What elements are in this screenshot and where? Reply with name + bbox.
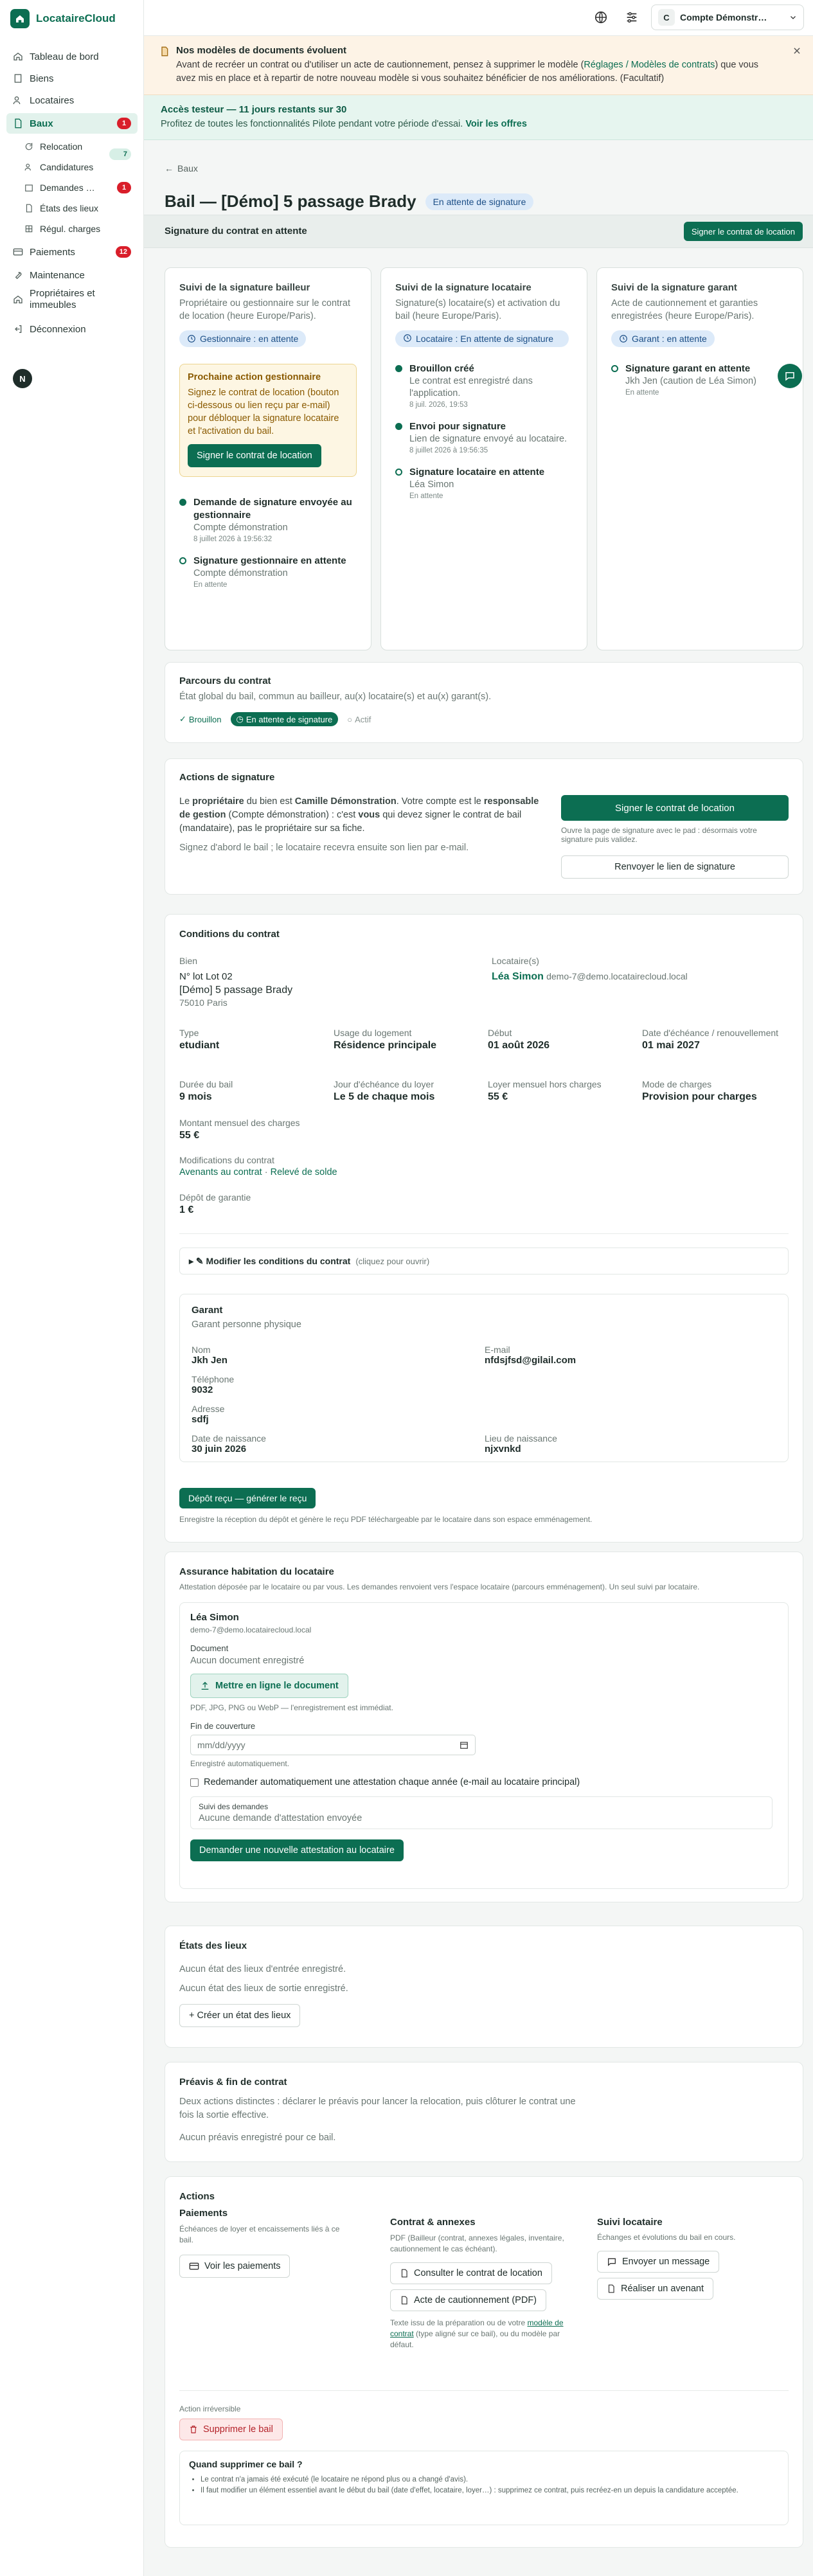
trial-text <box>161 119 796 129</box>
field-value: nfdsjfsd@gilail.com <box>485 1355 576 1366</box>
balance-statement-link[interactable]: Relevé de solde <box>270 1167 337 1177</box>
sidebar-item-paiements[interactable] <box>6 242 138 262</box>
grid-icon <box>24 224 33 233</box>
page-title: Bail — [Démo] 5 passage Brady <box>165 192 416 211</box>
deposit-hint: Enregistre la réception du dépôt et génère le reçu PDF téléchargeable par le locataire dans son espace emménagement. <box>179 1515 593 1524</box>
owner-sign-button[interactable]: Signer le contrat de location <box>188 444 321 467</box>
step-sub: Jkh Jen (caution de Léa Simon) <box>625 376 756 386</box>
upload-icon <box>200 1681 210 1691</box>
irreversible-label: Action irréversible <box>179 2404 241 2413</box>
timeline-step <box>409 466 573 500</box>
badge: 7 <box>109 148 131 160</box>
autosave-hint: Enregistré automatiquement. <box>190 1759 290 1768</box>
globe-icon[interactable] <box>594 10 608 24</box>
card-desc: État global du bail, commun au bailleur, au(x) locataire(s) et au(x) garant(s). <box>179 692 492 702</box>
status-badge: En attente de signature <box>425 193 534 210</box>
property-address: [Démo] 5 passage Brady <box>179 985 293 996</box>
tenant-email: demo-7@demo.locatairecloud.local <box>546 971 688 981</box>
journey-step-current <box>231 712 339 726</box>
field-label: Adresse <box>192 1404 225 1414</box>
step-time: 8 juillet 2026 à 19:56:35 <box>409 447 488 454</box>
field <box>334 1028 475 1051</box>
clock-icon <box>187 334 196 343</box>
timeline-step <box>409 420 573 454</box>
sidebar-item-label: Locataires <box>30 94 75 106</box>
step-title: Signature locataire en attente <box>409 467 545 478</box>
field-value: Le 5 de chaque mois <box>334 1091 435 1102</box>
pill-label: Gestionnaire : en attente <box>200 334 299 344</box>
card-desc: Signature(s) locataire(s) et activation du bail (heure Europe/Paris). <box>395 298 560 321</box>
timeline-step <box>409 362 573 409</box>
document-icon <box>400 2295 409 2305</box>
checkbox-label: Redemander automatiquement une attestation chaque année (e-mail au locataire principal) <box>204 1777 580 1787</box>
requests-value: Aucune demande d'attestation envoyée <box>199 1813 362 1823</box>
toggle-hint: (cliquez pour ouvrir) <box>355 1256 430 1266</box>
field <box>179 1192 251 1216</box>
field <box>334 1079 475 1103</box>
templates-alert <box>144 36 813 95</box>
delete-lease-button[interactable] <box>179 2419 283 2440</box>
field-value: Provision pour charges <box>642 1091 757 1102</box>
formats-hint: PDF, JPG, PNG ou WebP — l'enregistrement est immédiat. <box>190 1703 393 1712</box>
tenant-status-pill <box>395 330 569 347</box>
step-pending-dot <box>395 469 402 476</box>
field-value: 9032 <box>192 1384 213 1395</box>
field-label: Modifications du contrat <box>179 1155 274 1165</box>
file-icon <box>13 118 23 129</box>
account-switcher[interactable] <box>651 4 804 30</box>
avatar[interactable]: N <box>13 369 32 388</box>
field-value: njxvnkd <box>485 1444 521 1454</box>
card-icon <box>13 247 23 257</box>
sidebar-item-label: Déconnexion <box>30 323 86 335</box>
guarantor-block <box>179 1294 789 1462</box>
trial-banner <box>144 95 813 140</box>
text-part: Camille Démonstration <box>294 796 397 807</box>
trash-icon <box>189 2424 198 2435</box>
toggle-label: ▸ ✎ Modifier les conditions du contrat <box>189 1255 351 1266</box>
card-title: Actions <box>179 2191 215 2202</box>
sidebar-item-label: Maintenance <box>30 269 85 281</box>
sidebar-item-label: Biens <box>30 73 54 84</box>
field-label: Loyer mensuel hors charges <box>488 1079 602 1089</box>
tenant-followup-column <box>597 2217 790 2300</box>
signature-actions-card <box>165 758 803 895</box>
requests-label: Suivi des demandes <box>199 1802 269 1811</box>
field-label: Mode de charges <box>642 1079 712 1089</box>
chevron-down-icon <box>789 13 797 21</box>
guarantor-timeline <box>611 362 789 397</box>
chat-fab[interactable] <box>778 364 802 388</box>
field-label: Date d'échéance / renouvellement <box>642 1028 779 1038</box>
document-icon <box>607 2284 616 2294</box>
card-icon <box>189 2261 199 2271</box>
sign-hint: Ouvre la page de signature avec le pad : désormais votre signature puis validez. <box>561 826 757 844</box>
badge: 1 <box>117 182 131 193</box>
step-pending-dot <box>611 365 618 372</box>
pill-label: Garant : en attente <box>632 334 707 344</box>
timeline-step <box>193 555 357 589</box>
owner-signature-card <box>165 267 371 650</box>
coverage-end-label: Fin de couverture <box>190 1721 256 1731</box>
step-time: 8 juillet 2026 à 19:56:32 <box>193 535 272 543</box>
guarantor-status-pill <box>611 330 715 347</box>
sign-contract-button[interactable]: Signer le contrat de location <box>684 222 803 241</box>
back-link[interactable] <box>165 163 198 174</box>
requests-tracking-box <box>190 1796 773 1829</box>
field-label: Téléphone <box>192 1374 235 1384</box>
step-sub: Le contrat est enregistré dans l'application. <box>409 376 533 398</box>
tenant-email: demo-7@demo.locatairecloud.local <box>190 1625 312 1634</box>
clock-icon <box>403 334 412 343</box>
badge: 12 <box>116 246 131 258</box>
field-value: 01 août 2026 <box>488 1040 550 1051</box>
text-part: (Compte démonstration) : c'est <box>226 810 359 820</box>
send-message-button[interactable] <box>597 2251 719 2273</box>
journey-step-done <box>179 714 222 724</box>
insurance-card <box>165 1552 803 1902</box>
sidebar-item-demandes[interactable] <box>18 177 138 198</box>
next-action-box <box>179 364 357 477</box>
card-title: Assurance habitation du locataire <box>179 1566 334 1577</box>
guarantor-type: Garant personne physique <box>192 1319 301 1330</box>
sidebar <box>0 0 144 2576</box>
field <box>179 1155 337 1177</box>
app-logo[interactable] <box>0 0 143 28</box>
signature-bar-label: Signature du contrat en attente <box>165 226 307 237</box>
button-label: Voir les paiements <box>204 2261 281 2271</box>
next-action-title: Prochaine action gestionnaire <box>188 372 321 382</box>
account-avatar: C <box>658 9 675 26</box>
badge: 1 <box>117 118 131 129</box>
guarantor-signature-card <box>596 267 803 650</box>
calendar-icon <box>24 183 33 192</box>
field-value: 1 € <box>179 1204 194 1215</box>
button-label: Réaliser un avenant <box>621 2284 704 2294</box>
sidebar-item-regul-charges[interactable] <box>18 219 138 239</box>
sidebar-item-label: Demandes … <box>40 183 95 193</box>
property-city: 75010 Paris <box>179 997 228 1008</box>
sidebar-item-label: Baux <box>30 118 53 129</box>
insurance-tenant-block <box>179 1602 789 1889</box>
step-time: En attente <box>409 492 443 500</box>
field-label: Durée du bail <box>179 1079 233 1089</box>
text-part: responsable de gestion <box>179 796 539 820</box>
document-icon <box>159 46 170 57</box>
auto-request-checkbox[interactable] <box>190 1778 199 1787</box>
topbar <box>144 0 813 36</box>
owner-status-pill <box>179 330 306 347</box>
card-desc: Attestation déposée par le locataire ou par vous. Les demandes renvoient vers l'espace locataire (parcours emménagement). Un seul suivi par locataire. <box>179 1582 700 1591</box>
field-value: 55 € <box>179 1130 200 1141</box>
sidebar-item-baux[interactable] <box>6 113 138 134</box>
deposit-receipt-button[interactable]: Dépôt reçu — générer le reçu <box>179 1488 316 1508</box>
sidebar-item-proprietaires[interactable] <box>6 285 138 314</box>
tenant-timeline <box>395 362 573 500</box>
text-part: qui devez signer le contrat de bail (mandataire), pas le propriétaire sur sa fiche. <box>179 810 522 834</box>
sidebar-item-locataires[interactable] <box>6 90 138 111</box>
field <box>488 1079 629 1103</box>
field-label: Bien <box>179 956 198 966</box>
tenants-block <box>492 956 688 983</box>
entry-inventory-status: Aucun état des lieux d'entrée enregistré. <box>179 1964 346 1974</box>
step-sub: Lien de signature envoyé au locataire. <box>409 434 567 444</box>
clock-icon <box>619 334 628 343</box>
resend-link-button[interactable]: Renvoyer le lien de signature <box>561 855 789 879</box>
column-title: Contrat & annexes <box>390 2217 476 2228</box>
sidebar-item-label: Propriétaires et immeubles <box>30 288 95 310</box>
template-note <box>390 2318 576 2350</box>
auto-request-checkbox-row <box>190 1777 778 1787</box>
alert-title: Nos modèles de documents évoluent <box>176 45 347 56</box>
logout-icon <box>13 324 23 334</box>
separator: · <box>262 1167 271 1177</box>
sign-contract-button[interactable]: Signer le contrat de location <box>561 795 789 821</box>
document-value: Aucun document enregistré <box>190 1656 305 1666</box>
users-icon <box>13 95 23 105</box>
wrench-icon <box>13 270 23 280</box>
step-label: Actif <box>355 714 371 724</box>
card-title: États des lieux <box>179 1940 247 1951</box>
card-title: Suivi de la signature locataire <box>395 282 532 293</box>
guidance-item: • Il faut modifier un élément essentiel avant le début du bail (date d'effet, locataire, loyer…) : supprimez ce contrat, puis recréez-en un depuis la candidature acceptée. <box>201 2485 779 2496</box>
clock-icon: ◷ <box>236 714 244 724</box>
timeline-step <box>625 362 789 397</box>
step-sub: Compte démonstration <box>193 568 288 578</box>
field-label: Type <box>179 1028 199 1038</box>
field <box>642 1079 783 1103</box>
view-contract-button[interactable] <box>390 2262 552 2284</box>
card-desc: Acte de cautionnement et garanties enregistrées (heure Europe/Paris). <box>611 298 758 321</box>
journey-step-upcoming <box>347 715 371 724</box>
field-value: Résidence principale <box>334 1040 437 1051</box>
modify-conditions-toggle[interactable] <box>179 1248 789 1275</box>
alert-text-part: Avant de recréer un contrat ou d'utiliser un acte de cautionnement, pensez à supprimer le modèle ( <box>176 60 584 70</box>
close-icon[interactable] <box>792 46 801 55</box>
app-name: LocataireCloud <box>36 12 116 24</box>
sidebar-item-maintenance[interactable] <box>6 265 138 285</box>
document-icon <box>400 2268 409 2278</box>
see-offers-link[interactable]: Voir les offres <box>465 119 527 129</box>
field-value: 30 juin 2026 <box>192 1444 247 1454</box>
step-label: En attente de signature <box>246 714 333 724</box>
field-label: Début <box>488 1028 512 1038</box>
coverage-end-date-input[interactable] <box>190 1735 476 1755</box>
card-title: Conditions du contrat <box>179 929 280 940</box>
button-label: Envoyer un message <box>622 2257 710 2267</box>
sidebar-item-label: Paiements <box>30 246 75 258</box>
step-sub: Compte démonstration <box>193 523 288 533</box>
message-icon <box>607 2257 617 2267</box>
field-label: Dépôt de garantie <box>179 1192 251 1203</box>
column-desc: Échéances de loyer et encaissements liés à ce bail. <box>179 2224 340 2244</box>
card-title: Parcours du contrat <box>179 675 271 686</box>
card-title: Suivi de la signature bailleur <box>179 282 310 293</box>
button-label: Mettre en ligne le document <box>215 1681 339 1691</box>
date-placeholder: mm/dd/yyyy <box>197 1740 246 1750</box>
step-title: Signature gestionnaire en attente <box>193 555 346 566</box>
step-title: Envoi pour signature <box>409 421 506 432</box>
delete-guidance-box <box>179 2451 789 2525</box>
field-label: Montant mensuel des charges <box>179 1118 300 1128</box>
step-time: 8 juil. 2026, 19:53 <box>409 401 468 409</box>
exit-inventory-status: Aucun état des lieux de sortie enregistré. <box>179 1983 348 1994</box>
field-label: E-mail <box>485 1345 510 1355</box>
step-title: Signature garant en attente <box>625 363 751 374</box>
refresh-icon <box>24 142 33 151</box>
card-title: Préavis & fin de contrat <box>179 2077 287 2088</box>
sidebar-item-relocation[interactable] <box>18 136 138 157</box>
field-label: Jour d'échéance du loyer <box>334 1079 434 1089</box>
home-icon <box>13 51 23 62</box>
guarantor-title: Garant <box>192 1305 223 1316</box>
sidebar-item-label: Relocation <box>40 141 83 152</box>
signature-explanation <box>179 795 546 836</box>
field-label: Date de naissance <box>192 1433 266 1444</box>
field-value: 9 mois <box>179 1091 212 1102</box>
file-icon <box>24 204 33 213</box>
contract-journey-card <box>165 662 803 743</box>
sidebar-item-label: États des lieux <box>40 203 99 213</box>
view-payments-button[interactable] <box>179 2255 290 2278</box>
field <box>179 1028 321 1051</box>
settings-sliders-icon[interactable] <box>625 10 639 24</box>
step-done-dot <box>395 423 402 430</box>
sidebar-item-candidatures[interactable] <box>18 157 138 177</box>
contract-conditions-card <box>165 914 803 1543</box>
guidance-item: • Le contrat n'a jamais été exécuté (le locataire ne répond plus ou a changé d'avis). <box>201 2474 779 2485</box>
field-value: Jkh Jen <box>192 1355 228 1366</box>
field-label: Usage du logement <box>334 1028 412 1038</box>
text-part: Le <box>179 796 193 807</box>
field <box>642 1028 783 1051</box>
field <box>488 1028 629 1051</box>
next-action-text: Signez le contrat de location (bouton ci-dessous ou lien reçu par e-mail) pour débloquer la signature locataire et l'activation du bail. <box>188 388 339 436</box>
sidebar-item-deconnexion[interactable] <box>6 319 138 339</box>
inventory-card <box>165 1926 803 2048</box>
column-title: Paiements <box>179 2208 228 2219</box>
step-sub: Léa Simon <box>409 479 454 490</box>
card-title: Actions de signature <box>179 772 275 783</box>
payments-column <box>179 2208 366 2278</box>
tenant-signature-card <box>380 267 587 650</box>
field-value: 55 € <box>488 1091 508 1102</box>
text-part: vous <box>358 810 380 820</box>
column-desc: Échanges et évolutions du bail en cours. <box>597 2233 736 2242</box>
chat-icon <box>784 370 796 382</box>
circle-icon: ○ <box>347 714 353 724</box>
signature-bar <box>144 215 813 248</box>
amendments-link[interactable]: Avenants au contrat <box>179 1167 262 1177</box>
request-attestation-button[interactable]: Demander une nouvelle attestation au locataire <box>190 1839 404 1861</box>
contract-template-link[interactable]: modèle de contrat <box>390 2318 564 2338</box>
step-title: Demande de signature envoyée au gestionnaire <box>193 497 352 521</box>
text-part: (type aligné sur ce bail), ou du modèle par défaut. <box>390 2329 560 2349</box>
templates-settings-link[interactable]: Réglages / Modèles de contrats <box>584 60 715 70</box>
field-label: Lieu de naissance <box>485 1433 557 1444</box>
alert-text-part: ) que vous avez mis en place et à repartir de notre nouveau modèle si vous souhaitez bénéficier de nos améliorations. (Facultatif) <box>176 60 759 84</box>
notice-status: Aucun préavis enregistré pour ce bail. <box>179 2133 336 2143</box>
sidebar-item-label: Régul. charges <box>40 224 101 234</box>
trial-text-part: Profitez de toutes les fonctionnalités Pilote pendant votre période d'essai. <box>161 119 463 129</box>
step-label: Brouillon <box>188 714 222 724</box>
calendar-icon <box>460 1740 469 1749</box>
document-label: Document <box>190 1643 229 1653</box>
button-label: Supprimer le bail <box>203 2424 273 2435</box>
property-block <box>179 956 292 1008</box>
field-label: Locataire(s) <box>492 956 539 966</box>
notice-card <box>165 2062 803 2162</box>
check-icon: ✓ <box>179 714 186 724</box>
timeline-step <box>193 496 357 543</box>
alert-text <box>176 58 773 85</box>
pill-label: Locataire : En attente de signature <box>416 334 554 344</box>
field-value: sdfj <box>192 1414 209 1425</box>
text-part: propriétaire <box>192 796 244 807</box>
text-part: Texte issu de la préparation ou de votre <box>390 2318 528 2327</box>
users-icon <box>24 163 33 172</box>
trial-title: Accès testeur — 11 jours restants sur 30 <box>161 104 347 115</box>
card-title: Suivi de la signature garant <box>611 282 737 293</box>
text-part: du bien est <box>244 796 295 807</box>
field-label: Nom <box>192 1345 211 1355</box>
sidebar-item-label: Candidatures <box>40 162 94 172</box>
step-title: Brouillon créé <box>409 363 474 374</box>
create-amendment-button[interactable] <box>597 2278 713 2300</box>
step-done-dot <box>395 365 402 372</box>
card-desc: Propriétaire ou gestionnaire sur le contrat de location (heure Europe/Paris). <box>179 298 350 321</box>
sidebar-item-label: Tableau de bord <box>30 51 99 62</box>
account-name: Compte Démonstr… <box>680 12 767 22</box>
card-desc: Deux actions distinctes : déclarer le préavis pour lancer la relocation, puis clôturer le contrat une fois la sortie effective. <box>179 2097 576 2120</box>
column-title: Suivi locataire <box>597 2217 663 2228</box>
column-desc: PDF (Bailleur (contrat, annexes légales, inventaire, cautionnement le cas échéant). <box>390 2233 564 2253</box>
step-pending-dot <box>179 557 186 564</box>
text-part: . Votre compte est le <box>396 796 484 807</box>
field-value: etudiant <box>179 1040 220 1051</box>
signature-note: Signez d'abord le bail ; le locataire recevra ensuite son lien par e-mail. <box>179 843 469 853</box>
step-time: En attente <box>625 389 659 397</box>
create-inventory-button[interactable]: + Créer un état des lieux <box>179 2004 300 2027</box>
owner-timeline <box>179 496 357 589</box>
button-label: Acte de cautionnement (PDF) <box>414 2295 537 2305</box>
cloud-icon <box>10 9 30 28</box>
sidebar-item-dashboard[interactable] <box>6 46 138 67</box>
step-time: En attente <box>193 581 228 589</box>
field <box>179 1118 300 1141</box>
contract-annexes-column <box>390 2217 583 2350</box>
building-icon <box>13 73 23 84</box>
lot-number: N° lot Lot 02 <box>179 971 233 982</box>
tenant-name: Léa Simon <box>190 1612 239 1623</box>
field <box>179 1079 321 1103</box>
tenant-link[interactable]: Léa Simon <box>492 971 544 982</box>
upload-document-button[interactable] <box>190 1674 348 1698</box>
guarantee-act-button[interactable] <box>390 2289 546 2311</box>
sidebar-item-etats-des-lieux[interactable] <box>18 198 138 219</box>
field-value: 01 mai 2027 <box>642 1040 700 1051</box>
arrow-left-icon: ← <box>165 163 174 174</box>
actions-card <box>165 2176 803 2548</box>
step-done-dot <box>179 499 186 506</box>
guidance-title: Quand supprimer ce bail ? <box>189 2459 303 2469</box>
sidebar-item-biens[interactable] <box>6 68 138 89</box>
back-label: Baux <box>177 163 198 174</box>
home-icon <box>13 294 23 305</box>
button-label: Consulter le contrat de location <box>414 2268 542 2278</box>
